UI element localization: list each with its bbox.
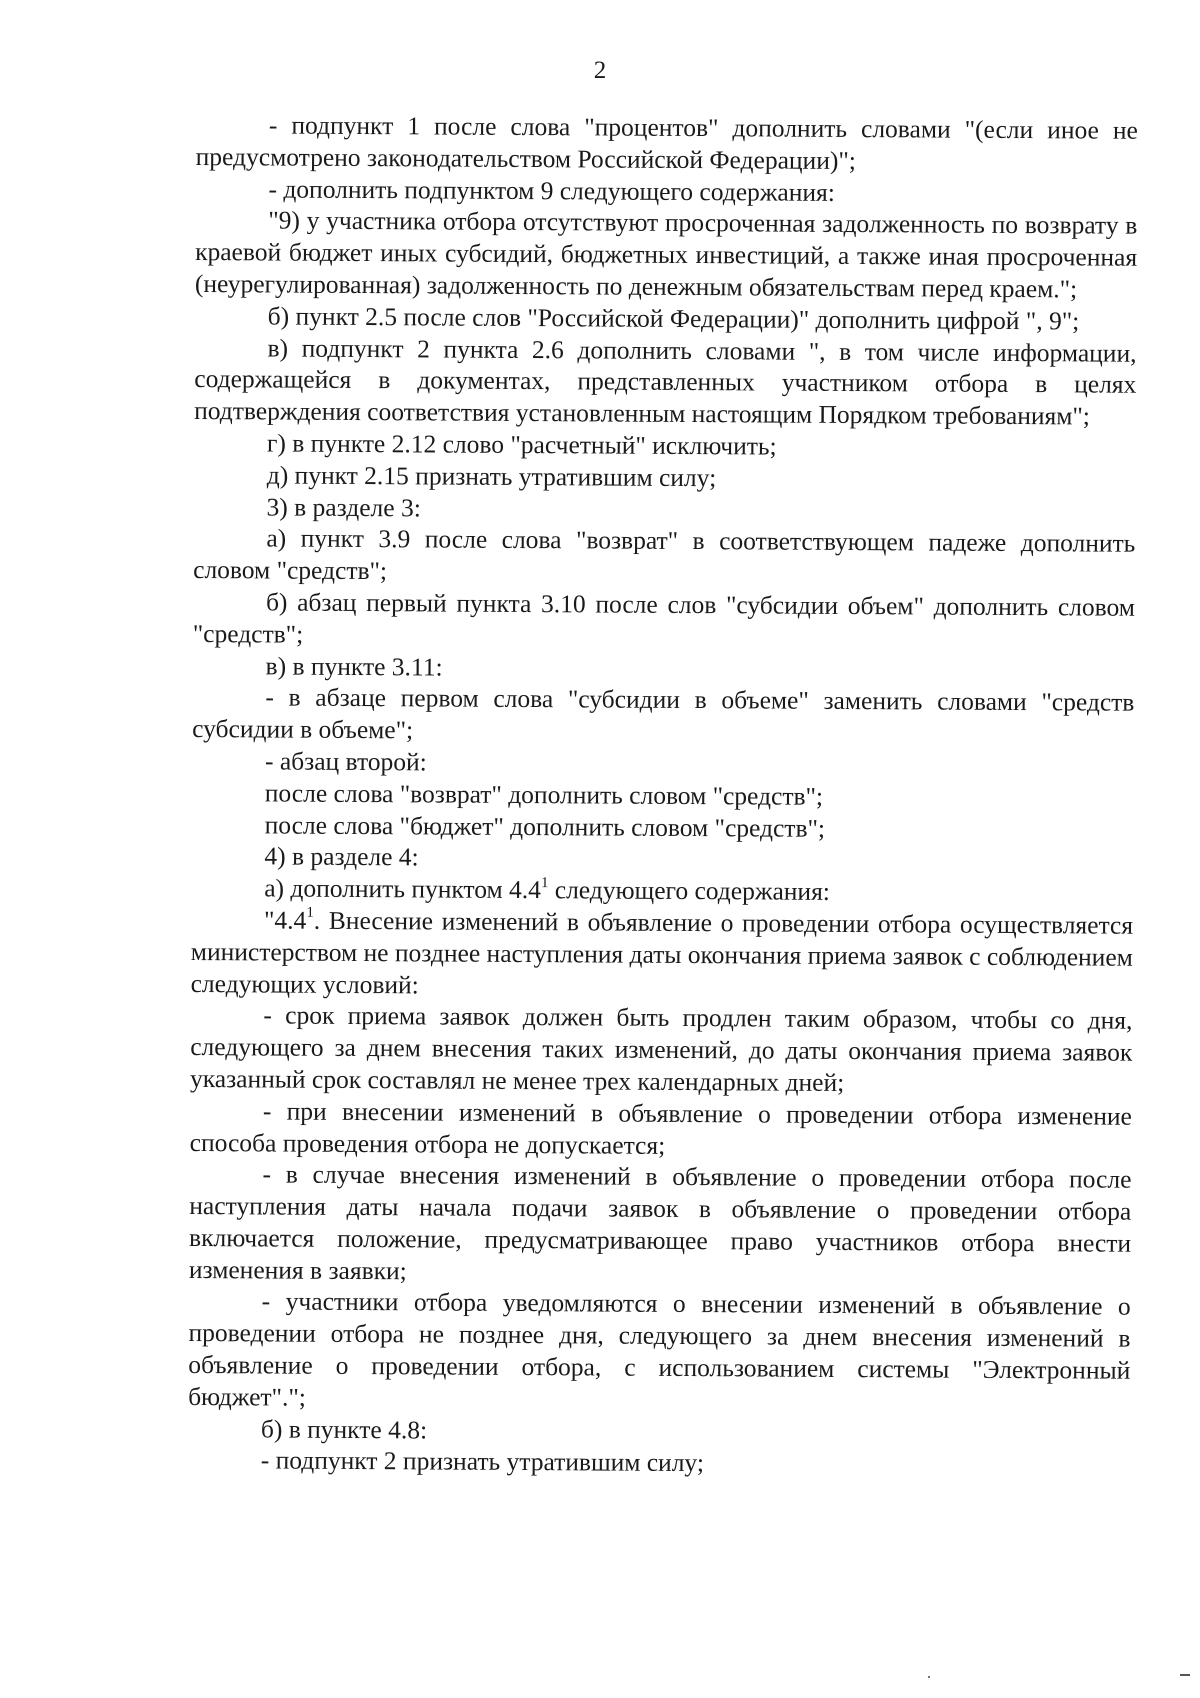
scan-mark (1180, 1674, 1190, 1676)
paragraph: - срок приема заявок должен быть продлен таким образом, чтобы со дня, следующего за днем внесения таких изменений, до даты окончания приема заявок указанный срок составлял не менее трех календарных дней; (189, 1000, 1133, 1097)
paragraph: - дополнить подпунктом 9 следующего содержания: (268, 174, 835, 207)
paragraph: а) пункт 3.9 после слова "возврат" в соответствующем падеже дополнить словом "средств"; (193, 523, 1136, 586)
paragraph: после слова "бюджет" дополнить словом "средств"; (264, 809, 826, 843)
paragraph: - абзац второй: (264, 746, 427, 777)
paragraph: после слова "возврат" дополнить словом "средств"; (264, 778, 824, 811)
superscript: 1 (306, 905, 314, 922)
paragraph-text: . Внесение изменений в объявление о проведении отбора осуществляется министерством не позднее наступления даты окончания приема заявок с соблюдением следующих условий: (190, 905, 1134, 999)
paragraph-with-superscript (191, 904, 1134, 1005)
paragraph: 4) в разделе 4: (264, 841, 419, 872)
paragraph-text: "4.4 (263, 905, 307, 935)
paragraph: в) подпункт 2 пункта 2.6 дополнить словами ", в том числе информации, содержащейся в документах, представленных участником отбора в целях подтверждения соответствия установленным настоящим Порядком требованиям"; (194, 333, 1137, 431)
paragraph: 3) в разделе 3: (266, 492, 421, 522)
paragraph: б) абзац первый пункта 3.10 после слов "субсидии объем" дополнить словом "средств"; (192, 587, 1136, 649)
paragraph-text: а) дополнить пунктом 4.4 (264, 873, 542, 905)
paragraph: в) в пункте 3.11: (265, 650, 443, 682)
document-body (188, 109, 1138, 1482)
paragraph: - подпункт 2 признать утратившим силу; (260, 1445, 705, 1478)
paragraph: б) в пункте 4.8: (260, 1414, 428, 1445)
paragraph: - в случае внесения изменений в объявление о проведении отбора после наступления даты начала подачи заявок в объявление о проведении отбора включается положение, предусматривающее право участников отбора внести изменения в заявки; (188, 1159, 1132, 1285)
paragraph: г) в пункте 2.12 слово "расчетный" исключить; (266, 428, 777, 461)
paragraph: - в абзаце первом слова "субсидии в объеме" заменить словами "средств субсидии в объеме"; (192, 682, 1135, 745)
page-number: 2 (593, 57, 607, 84)
paragraph: б) пункт 2.5 после слов "Российской Федерации)" дополнить цифрой ", 9"; (267, 301, 1080, 336)
paragraph: - подпункт 1 после слова "процентов" дополнить словами "(если иное не предусмотрено законодательством Российской Федерации)"; (195, 110, 1138, 175)
paragraph: д) пункт 2.15 признать утратившим силу; (266, 460, 717, 492)
paragraph-text: следующего содержания: (548, 875, 831, 907)
paragraph: "9) у участника отбора отсутствуют просроченная задолженность по возврату в краевой бюджет иных субсидий, бюджетных инвестиций, а также иная просроченная (неурегулированная) задолженность по денежным обязательствам перед краем."; (194, 205, 1138, 304)
superscript: 1 (540, 874, 549, 891)
scan-speck (928, 1676, 930, 1678)
paragraph: - участники отбора уведомляются о внесении изменений в объявление о проведении отбора не позднее дня, следующего за днем внесения изменений в объявление о проведении отбора, с использованием системы "Электронный бюджет"."; (188, 1286, 1131, 1412)
paragraph: - при внесении изменений в объявление о проведении отбора изменение способа проведения отбора не допускается; (189, 1096, 1132, 1160)
